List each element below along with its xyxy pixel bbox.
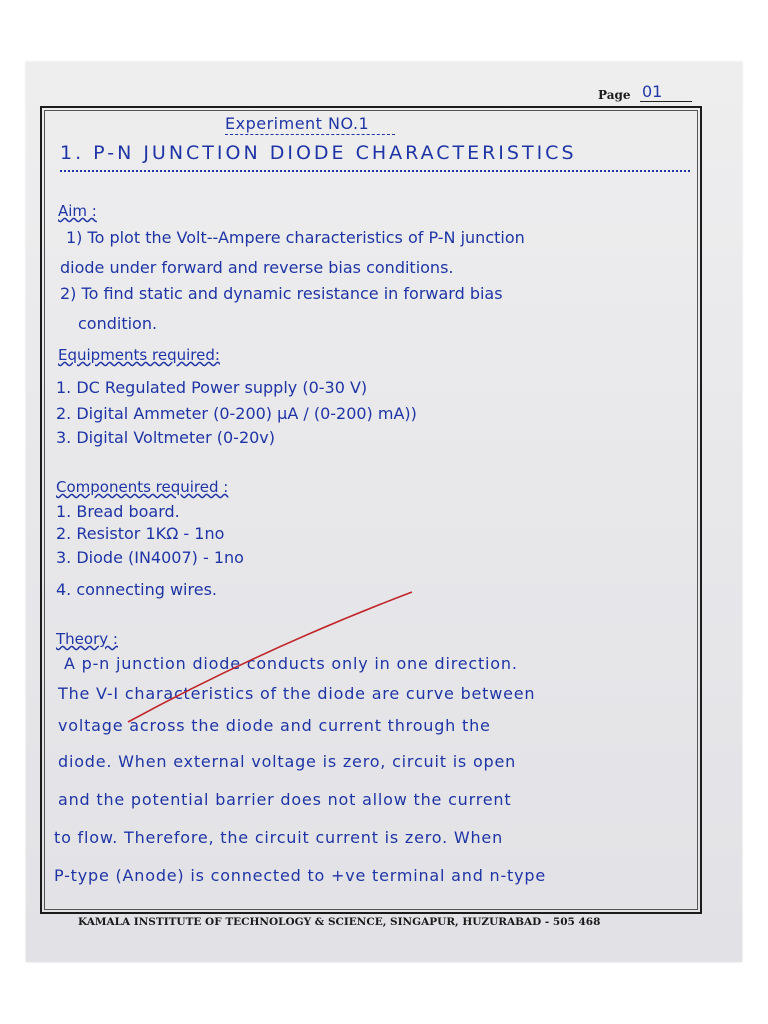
- aim-line-2: diode under forward and reverse bias conditions.: [60, 258, 454, 277]
- theory-line-3: voltage across the diode and current through the: [58, 716, 491, 735]
- component-item-3: 3. Diode (IN4007) - 1no: [56, 548, 244, 567]
- aim-line-4: condition.: [78, 314, 158, 333]
- equipment-item-3: 3. Digital Voltmeter (0-20v): [56, 428, 276, 447]
- theory-line-1: A p-n junction diode conducts only in one direction.: [64, 654, 518, 673]
- equipment-item-1: 1. DC Regulated Power supply (0-30 V): [56, 378, 368, 397]
- theory-line-2: The V-I characteristics of the diode are curve between: [58, 684, 536, 703]
- aim-line-3: 2) To find static and dynamic resistance in forward bias: [60, 284, 503, 303]
- component-item-4: 4. connecting wires.: [56, 580, 217, 599]
- component-item-1: 1. Bread board.: [56, 502, 180, 521]
- equipments-heading: Equipments required:: [58, 346, 220, 364]
- components-heading: Components required :: [56, 478, 229, 496]
- experiment-title: 1. P-N JUNCTION DIODE CHARACTERISTICS: [60, 142, 577, 164]
- equipment-item-2: 2. Digital Ammeter (0-200) µA / (0-200) mA)): [56, 404, 417, 423]
- aim-line-1: 1) To plot the Volt--Ampere characteristics of P-N junction: [66, 228, 525, 247]
- page-label: Page: [598, 88, 631, 102]
- theory-line-4: diode. When external voltage is zero, circuit is open: [58, 752, 517, 771]
- aim-heading: Aim :: [58, 202, 97, 220]
- component-item-2: 2. Resistor 1KΩ - 1no: [56, 524, 225, 543]
- theory-line-7: P-type (Anode) is connected to +ve terminal and n-type: [54, 866, 546, 885]
- theory-line-5: and the potential barrier does not allow the current: [58, 790, 512, 809]
- institute-footer: KAMALA INSTITUTE OF TECHNOLOGY & SCIENCE, SINGAPUR, HUZURABAD - 505 468: [78, 916, 601, 928]
- experiment-number: Experiment NO.1: [225, 114, 370, 133]
- theory-line-6: to flow. Therefore, the circuit current is zero. When: [54, 828, 504, 847]
- page-number: 01: [640, 82, 692, 102]
- theory-heading: Theory :: [56, 630, 118, 648]
